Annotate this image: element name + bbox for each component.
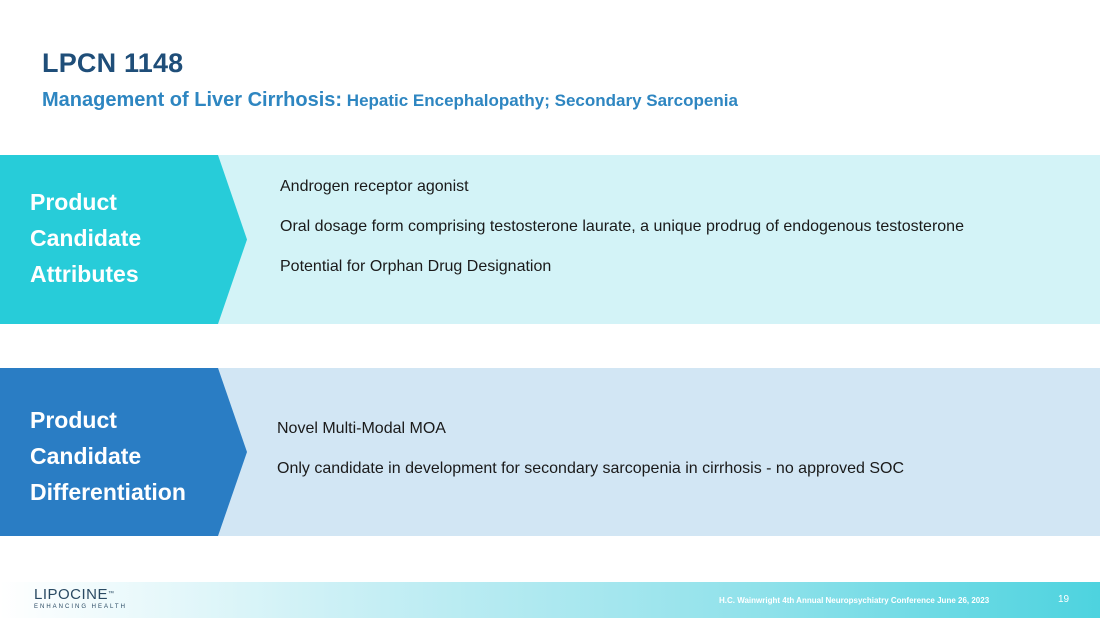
attributes-bullet-list [280, 177, 964, 297]
differentiation-label-line: Product [30, 407, 117, 433]
logo-text: LIPOCINE [34, 586, 109, 603]
differentiation-bullet-list [277, 419, 904, 499]
page-number: 19 [1058, 594, 1070, 605]
attributes-label-line: Attributes [30, 261, 139, 287]
differentiation-band [0, 368, 1100, 536]
attributes-bullet: Androgen receptor agonist [280, 178, 469, 195]
differentiation-label-line: Differentiation [30, 479, 186, 505]
company-logo [34, 587, 127, 612]
differentiation-bullet: Novel Multi-Modal MOA [277, 420, 446, 437]
subtitle-main: Management of Liver Cirrhosis: [42, 89, 343, 111]
footer-bar [0, 582, 1100, 618]
logo-trademark: ™ [108, 591, 115, 597]
differentiation-label-line: Candidate [30, 443, 142, 469]
conference-caption: H.C. Wainwright 4th Annual Neuropsychiatry Conference June 26, 2023 [719, 596, 990, 605]
attributes-label-line: Candidate [30, 225, 142, 251]
slide-title: LPCN 1148 [42, 48, 184, 78]
subtitle-rest: Hepatic Encephalopathy; Secondary Sarcopenia [342, 91, 738, 110]
differentiation-label [30, 402, 186, 510]
attributes-band [0, 155, 1100, 324]
attributes-bullet: Potential for Orphan Drug Designation [280, 258, 552, 275]
attributes-bullet: Oral dosage form comprising testosterone laurate, a unique prodrug of endogenous testosterone [280, 218, 964, 235]
attributes-label [30, 184, 141, 292]
attributes-label-line: Product [30, 189, 117, 215]
logo-wordmark [34, 587, 127, 602]
logo-tagline: ENHANCING HEALTH [34, 604, 127, 610]
differentiation-bullet: Only candidate in development for secondary sarcopenia in cirrhosis - no approved SOC [277, 460, 904, 477]
slide-subtitle [42, 89, 738, 112]
